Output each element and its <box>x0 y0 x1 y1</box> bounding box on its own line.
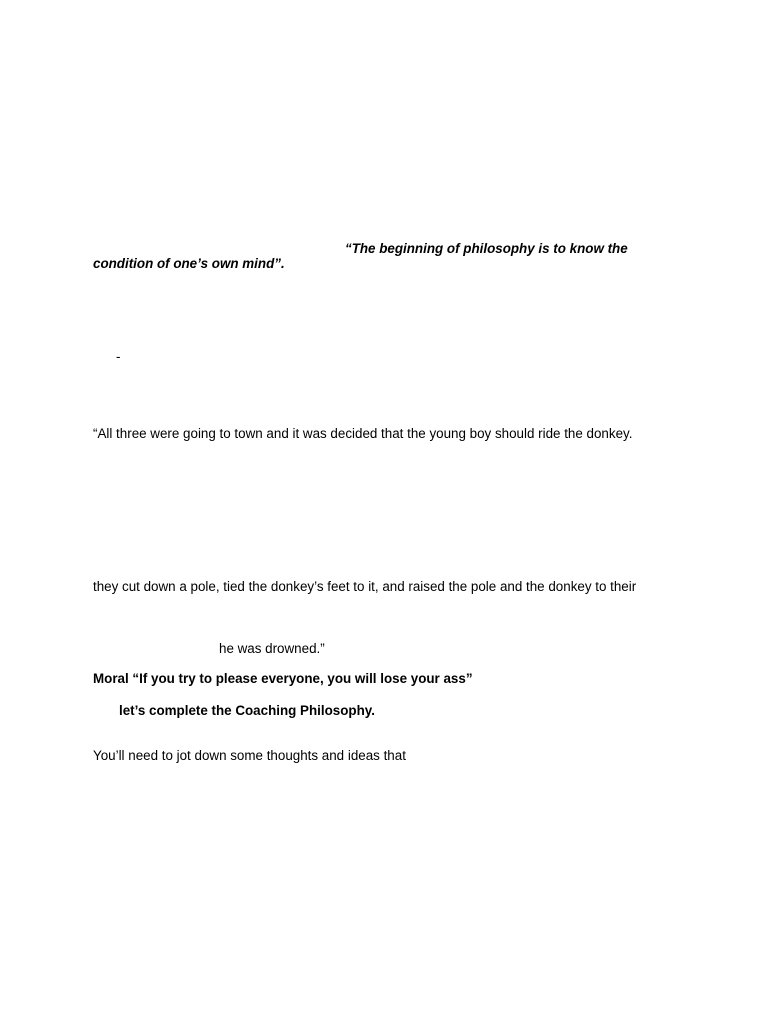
coaching-instruction: let’s complete the Coaching Philosophy. <box>119 703 375 718</box>
story-opening: “All three were going to town and it was decided that the young boy should ride the donkey. <box>93 426 633 441</box>
quote-line-2: condition of one’s own mind”. <box>93 256 285 271</box>
jot-down-prompt: You’ll need to jot down some thoughts and ideas that <box>93 748 406 763</box>
moral-statement: Moral “If you try to please everyone, you will lose your ass” <box>93 671 473 686</box>
quote-line-1: “The beginning of philosophy is to know the <box>345 241 628 256</box>
dash-marker: - <box>116 349 121 364</box>
story-pole: they cut down a pole, tied the donkey’s feet to it, and raised the pole and the donkey to their <box>93 579 637 594</box>
story-ending: he was drowned.” <box>219 641 325 656</box>
